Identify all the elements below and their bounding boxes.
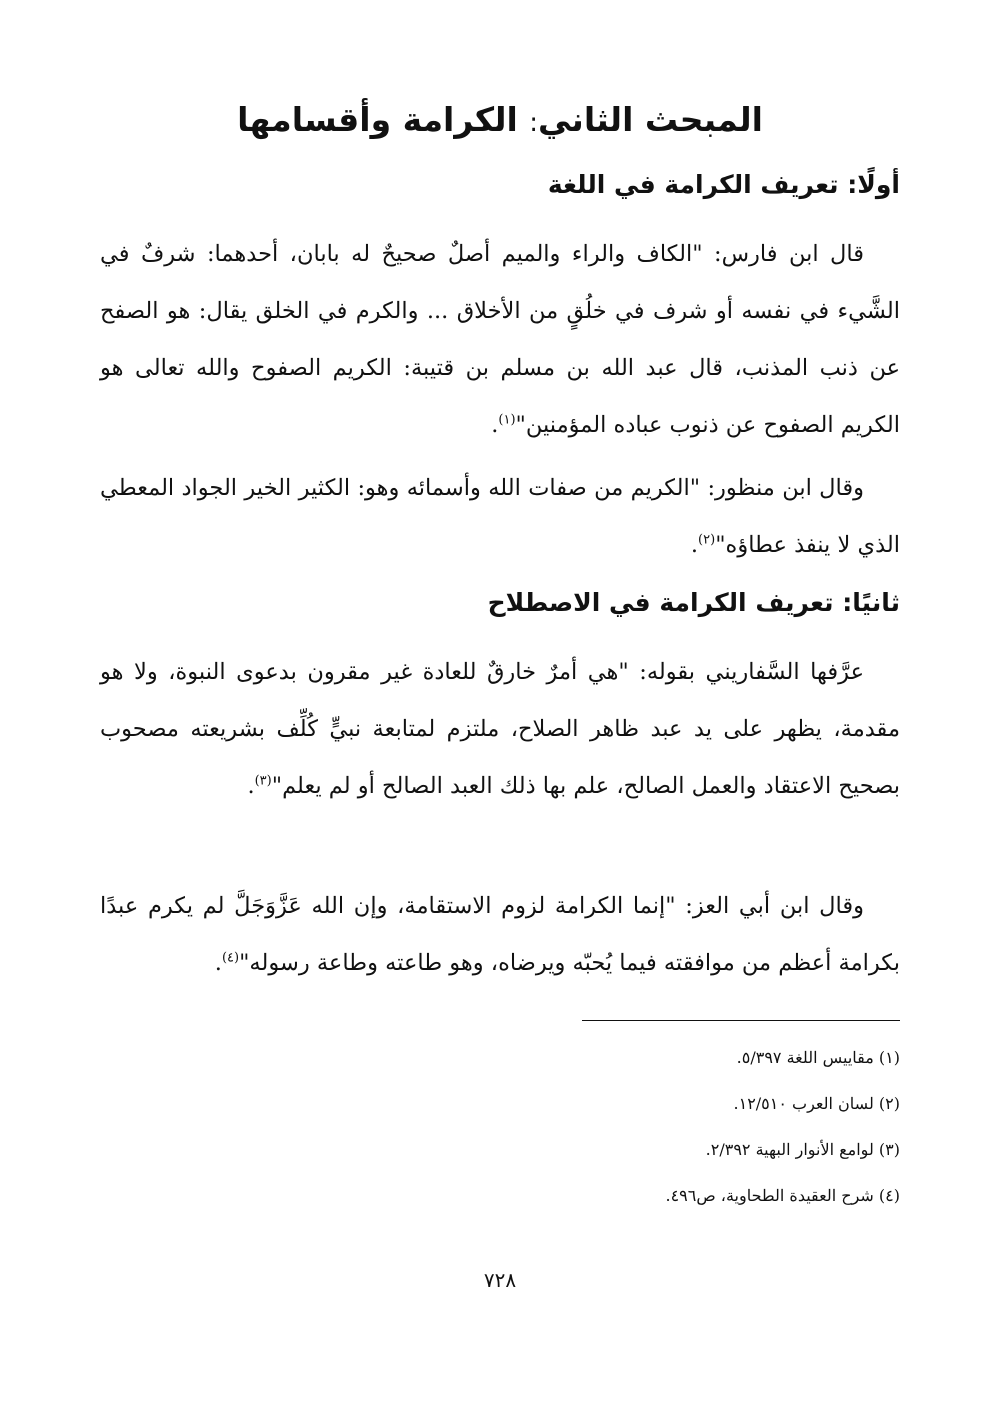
page-number: ٧٢٨ bbox=[483, 1268, 517, 1292]
page-title bbox=[100, 100, 900, 139]
paragraph-saffarini bbox=[100, 644, 900, 815]
footnotes-list bbox=[100, 1035, 900, 1219]
section-heading-linguistic: أولًا: تعريف الكرامة في اللغة bbox=[547, 170, 900, 199]
paragraph-text: قال ابن فارس: "الكاف والراء والميم أصلٌ صحيحٌ له بابان، أحدهما: شرفٌ في الشَّيء في نفسه أو شرف في خلُقٍ من الأخلاق ... والكرم في الخلق يقال: هو الصفح عن ذنب المذنب، قال عبد الله بن مسلم بن قتيبة: الكريم الصفوح والله تعالى هو الكريم الصفوح عن ذنوب عباده المؤمنين" bbox=[100, 241, 900, 438]
paragraph-end: . bbox=[214, 950, 222, 976]
title-label: المبحث الثاني bbox=[538, 100, 763, 139]
section-heading-terminological: ثانيًا: تعريف الكرامة في الاصطلاح bbox=[487, 588, 900, 617]
footnote-item: (٤) شرح العقيدة الطحاوية، ص٤٩٦. bbox=[665, 1186, 900, 1205]
paragraph-ibn-abi-al-izz bbox=[100, 878, 900, 992]
title-topic: الكرامة وأقسامها bbox=[237, 100, 518, 139]
paragraph-ibn-manzur bbox=[100, 460, 900, 574]
footnote-ref[interactable]: (٤) bbox=[221, 950, 240, 966]
paragraph-text: وقال ابن منظور: "الكريم من صفات الله وأسمائه وهو: الكثير الخير الجواد المعطي الذي لا ينفذ عطاؤه" bbox=[100, 475, 900, 558]
paragraph-text: وقال ابن أبي العز: "إنما الكرامة لزوم الاستقامة، وإن الله عَزَّوَجَلَّ لم يكرم عبدًا بكرامة أعظم من موافقته فيما يُحبّه ويرضاه، وهو طاعته وطاعة رسوله" bbox=[100, 893, 900, 976]
footnote-ref[interactable]: (١) bbox=[498, 412, 516, 428]
paragraph-end: . bbox=[491, 412, 499, 438]
paragraph-ibn-faris bbox=[100, 226, 900, 454]
footnote-ref[interactable]: (٣) bbox=[254, 773, 272, 789]
title-separator: : bbox=[529, 108, 539, 138]
document-page bbox=[100, 0, 900, 1418]
paragraph-end: . bbox=[247, 773, 255, 799]
footnote-item: (٣) لوامع الأنوار البهية ٢/٣٩٢. bbox=[705, 1140, 900, 1159]
paragraph-text: عرَّفها السَّفاريني بقوله: "هي أمرٌ خارقٌ للعادة غير مقرون بدعوى النبوة، ولا هو مقدمة، يظهر على يد عبد ظاهر الصلاح، ملتزم لمتابعة نبيٍّ كُلِّف بشريعته مصحوب بصحيح الاعتقاد والعمل الصالح، علم بها ذلك العبد الصالح أو لم يعلم" bbox=[100, 659, 900, 799]
footnote-ref[interactable]: (٢) bbox=[698, 532, 716, 548]
footnote-item: (١) مقاييس اللغة ٥/٣٩٧. bbox=[736, 1048, 900, 1067]
footnote-item: (٢) لسان العرب ١٢/٥١٠. bbox=[733, 1094, 900, 1113]
footnote-divider bbox=[582, 1020, 900, 1021]
paragraph-end: . bbox=[690, 532, 699, 558]
